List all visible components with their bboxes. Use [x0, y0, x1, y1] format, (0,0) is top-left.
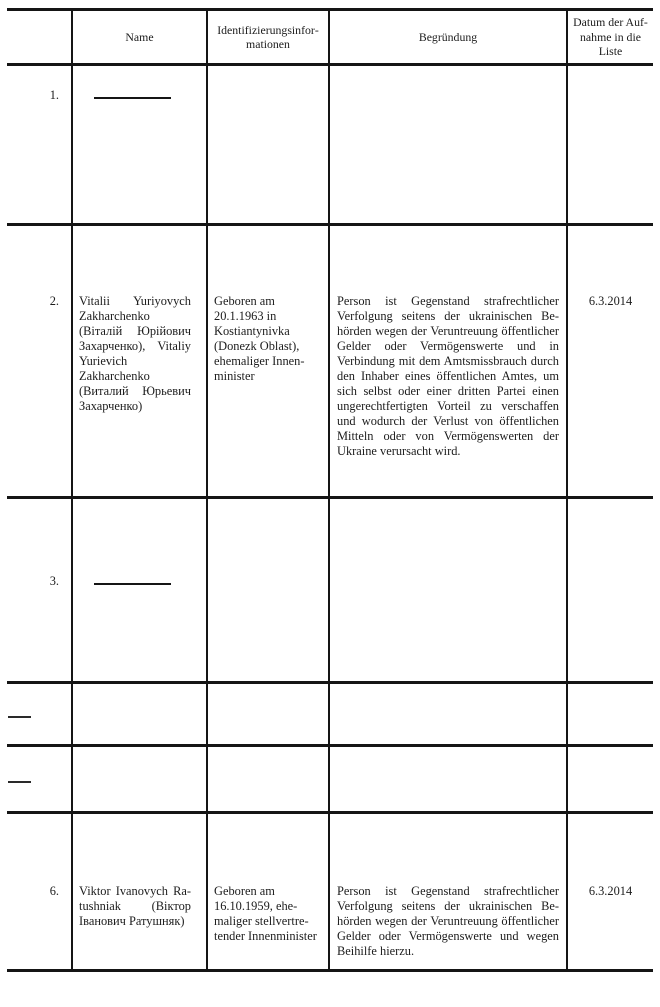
entry-identification-empty — [207, 746, 329, 813]
entry-identification-empty — [207, 65, 329, 225]
entry-reason: Person ist Gegenstand strafrechtlicher Verfolgung seitens der ukrainischen Behörden wegen der Veruntreuung öffentlicher Gelder oder Vermögenswerte und in Verbindung mit dem Amtsmissbrauch durch den Inhaber eines öffentlichen Amtes, um sich selbst oder einer dritten Partei einen ungerechtfertigten Vorteil zu verschaffen und wodurch der Verlust von öffentlichen Mitteln oder von Vermögenswerten der Ukraine verursacht wird. — [329, 225, 567, 498]
sanctions-list-table — [7, 8, 653, 972]
entry-date: 6.3.2014 — [567, 813, 653, 971]
redacted-name-line — [94, 583, 171, 585]
entry-date-empty — [567, 498, 653, 683]
redacted-name-line — [94, 97, 171, 99]
header-row — [7, 10, 653, 65]
table-row-entry-6 — [7, 813, 653, 971]
entry-date-empty — [567, 65, 653, 225]
entry-identification-empty — [207, 683, 329, 746]
table-body — [7, 65, 653, 971]
column-header-number — [7, 10, 72, 65]
table-header — [7, 10, 653, 65]
column-header-date: Datum der Aufnahme in die Liste — [567, 10, 653, 65]
column-header-name: Name — [72, 10, 207, 65]
entry-reason-empty — [329, 746, 567, 813]
entry-number: 1. — [49, 88, 59, 102]
entry-name-redacted — [72, 65, 207, 225]
entry-reason-empty — [329, 498, 567, 683]
table-row-entry-1 — [7, 65, 653, 225]
entry-date-empty — [567, 683, 653, 746]
entry-name: Vitalii Yuriyovych Zakharchenko (Віталій Юрійович Захарченко), Vitaliy Yurievich Zakharchenko (Виталий Юрьевич Захарченко) — [72, 225, 207, 498]
entry-number: 3. — [49, 574, 59, 588]
table-row-deleted-entry — [7, 746, 653, 813]
table-row-entry-2 — [7, 225, 653, 498]
entry-date-empty — [567, 746, 653, 813]
deleted-entry-cell — [7, 746, 72, 813]
entry-reason: Person ist Gegenstand strafrechtlicher Verfolgung seitens der ukrainischen Behörden wegen der Veruntreuung öffentlicher Gelder oder Vermögenswerte und wegen Beihilfe hierzu. — [329, 813, 567, 971]
entry-reason-empty — [329, 65, 567, 225]
column-header-reason: Begründung — [329, 10, 567, 65]
entry-identification: Geboren am 20.1.1963 in Kostiantynivka (Donezk Oblast), ehemaliger Innenminister — [207, 225, 329, 498]
entry-identification: Geboren am 16.10.1959, ehemaliger stellvertretender Innenminister — [207, 813, 329, 971]
entry-number: 6. — [49, 884, 59, 898]
deleted-entry-dash — [8, 781, 31, 783]
entry-number: 2. — [49, 294, 59, 308]
document-page — [7, 8, 653, 972]
entry-name-empty — [72, 746, 207, 813]
deleted-entry-dash — [8, 716, 31, 718]
entry-reason-empty — [329, 683, 567, 746]
entry-date: 6.3.2014 — [567, 225, 653, 498]
entry-name: Viktor Ivanovych Ratushniak (Віктор Іванович Ратушняк) — [72, 813, 207, 971]
deleted-entry-cell — [7, 683, 72, 746]
entry-identification-empty — [207, 498, 329, 683]
table-row-deleted-entry — [7, 683, 653, 746]
entry-name-empty — [72, 683, 207, 746]
column-header-identification: Identifizierungsinformationen — [207, 10, 329, 65]
table-row-entry-3 — [7, 498, 653, 683]
entry-name-redacted — [72, 498, 207, 683]
